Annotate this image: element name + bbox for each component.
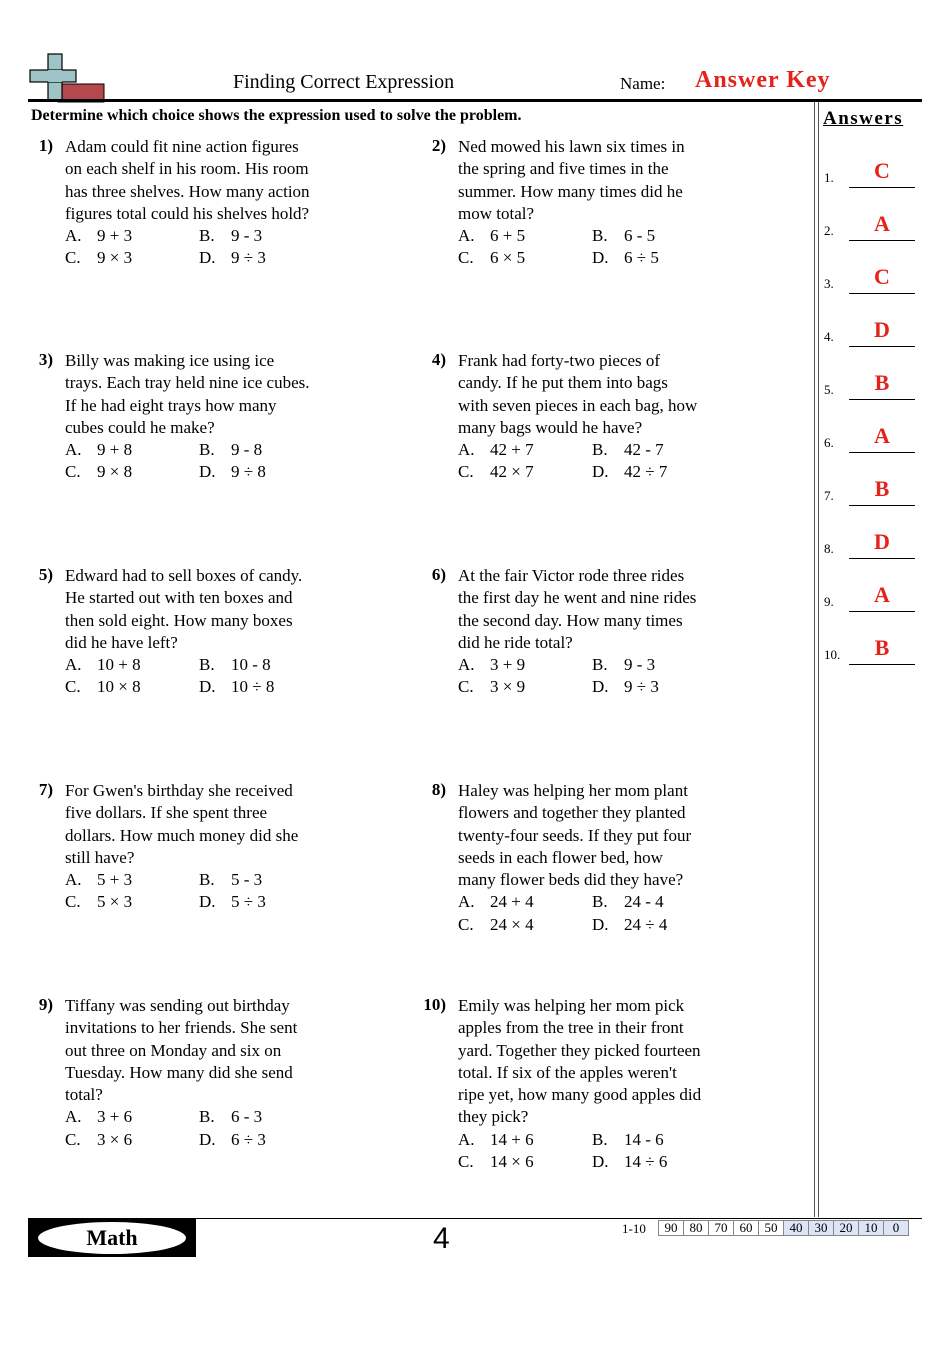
choice-letter: D. bbox=[199, 892, 216, 912]
problem-number: 3) bbox=[38, 350, 53, 369]
choice-list bbox=[65, 1106, 395, 1151]
answer-letter: B bbox=[874, 635, 890, 660]
question-line: trays. Each tray held nine ice cubes. bbox=[65, 373, 310, 393]
choice-expression: 5 + 3 bbox=[97, 870, 133, 890]
choice-letter: B. bbox=[592, 1129, 608, 1149]
choice-list bbox=[458, 891, 788, 936]
question-line: Haley was helping her mom plant bbox=[458, 781, 688, 800]
question-line: did he ride total? bbox=[458, 632, 573, 652]
choice-option bbox=[65, 461, 199, 483]
problem-4 bbox=[458, 350, 788, 484]
question-line: the second day. How many times bbox=[458, 610, 683, 630]
choice-expression: 24 + 4 bbox=[490, 892, 534, 912]
problem-8 bbox=[458, 780, 788, 936]
choice-letter: B. bbox=[592, 226, 608, 246]
answer-number: 10. bbox=[824, 647, 841, 662]
choice-option bbox=[199, 654, 329, 676]
worksheet-logo bbox=[28, 52, 106, 104]
choice-expression: 6 - 5 bbox=[624, 226, 656, 246]
question-line: total? bbox=[65, 1085, 103, 1105]
question-line: yard. Together they picked fourteen bbox=[458, 1040, 701, 1060]
answer-number: 2. bbox=[824, 223, 834, 238]
answer-letter: A bbox=[874, 582, 890, 607]
choice-option bbox=[592, 914, 722, 936]
problem-number: 7) bbox=[38, 780, 53, 799]
score-cell: 90 bbox=[659, 1221, 684, 1236]
question-line: seeds in each flower bed, how bbox=[458, 847, 663, 867]
choice-option bbox=[458, 1129, 592, 1151]
question-line: Tuesday. How many did she send bbox=[65, 1062, 293, 1082]
question-line: twenty-four seeds. If they put four bbox=[458, 825, 692, 845]
choice-letter: C. bbox=[458, 677, 474, 697]
choice-expression: 6 + 5 bbox=[490, 226, 526, 246]
score-cell: 20 bbox=[834, 1221, 859, 1236]
choice-option bbox=[458, 461, 592, 483]
choice-expression: 42 ÷ 7 bbox=[624, 462, 668, 482]
choice-expression: 9 - 3 bbox=[231, 226, 263, 246]
choice-expression: 5 ÷ 3 bbox=[231, 892, 266, 912]
choice-letter: A. bbox=[458, 440, 475, 460]
problem-number: 5) bbox=[38, 565, 53, 584]
question-line: did he have left? bbox=[65, 632, 178, 652]
choice-expression: 14 × 6 bbox=[490, 1152, 534, 1172]
problem-number: 1) bbox=[38, 136, 53, 155]
choice-expression: 14 - 6 bbox=[624, 1129, 664, 1149]
choice-option bbox=[458, 1151, 592, 1173]
worksheet-title: Finding Correct Expression bbox=[233, 71, 455, 93]
answer-row-1 bbox=[824, 148, 916, 188]
answer-row-2 bbox=[824, 201, 916, 241]
choice-letter: D. bbox=[592, 248, 609, 268]
answer-row-6 bbox=[824, 413, 916, 453]
subject-label: Math bbox=[38, 1222, 186, 1254]
choice-letter: D. bbox=[199, 677, 216, 697]
answers-column-divider bbox=[814, 102, 815, 1217]
instructions: Determine which choice shows the expression used to solve the problem. bbox=[31, 107, 522, 124]
choice-expression: 10 ÷ 8 bbox=[231, 677, 275, 697]
score-cell: 0 bbox=[884, 1221, 909, 1236]
question-line: ripe yet, how many good apples did bbox=[458, 1085, 702, 1105]
choice-expression: 6 × 5 bbox=[490, 248, 526, 268]
choice-option bbox=[199, 1129, 329, 1151]
score-cell: 60 bbox=[734, 1221, 759, 1236]
choice-option bbox=[592, 676, 722, 698]
question-line: For Gwen's birthday she received bbox=[65, 781, 293, 800]
choice-expression: 14 ÷ 6 bbox=[624, 1152, 668, 1172]
question-line: Frank had forty-two pieces of bbox=[458, 351, 661, 370]
choice-option bbox=[458, 891, 592, 913]
name-label: Name: bbox=[620, 74, 666, 93]
choice-option bbox=[65, 654, 199, 676]
choice-letter: A. bbox=[65, 870, 82, 890]
choice-expression: 3 + 9 bbox=[490, 655, 526, 675]
choice-expression: 24 - 4 bbox=[624, 892, 664, 912]
choice-option bbox=[458, 654, 592, 676]
choice-expression: 9 × 8 bbox=[97, 462, 133, 482]
choice-option bbox=[592, 225, 722, 247]
answer-letter: B bbox=[874, 476, 890, 501]
choice-option bbox=[65, 1106, 199, 1128]
score-table bbox=[658, 1220, 909, 1236]
problem-1 bbox=[65, 136, 395, 270]
choice-list bbox=[65, 439, 395, 484]
question-line: He started out with ten boxes and bbox=[65, 588, 293, 608]
question-line: five dollars. If she spent three bbox=[65, 803, 268, 823]
answer-blank-line bbox=[849, 505, 915, 506]
score-cell: 50 bbox=[759, 1221, 784, 1236]
choice-list bbox=[65, 654, 395, 699]
answers-column-divider bbox=[818, 102, 819, 1217]
question-line: mow total? bbox=[458, 203, 535, 223]
choice-letter: C. bbox=[458, 914, 474, 934]
choice-expression: 6 - 3 bbox=[231, 1107, 263, 1127]
answer-row-3 bbox=[824, 254, 916, 294]
choice-option bbox=[65, 247, 199, 269]
choice-option bbox=[458, 676, 592, 698]
problem-2 bbox=[458, 136, 788, 270]
choice-expression: 24 × 4 bbox=[490, 914, 534, 934]
choice-expression: 3 + 6 bbox=[97, 1107, 133, 1127]
choice-option bbox=[592, 439, 722, 461]
choice-expression: 5 × 3 bbox=[97, 892, 133, 912]
choice-list bbox=[458, 225, 788, 270]
choice-letter: A. bbox=[65, 440, 82, 460]
answer-number: 9. bbox=[824, 594, 834, 609]
choice-letter: B. bbox=[592, 892, 608, 912]
question-line: Billy was making ice using ice bbox=[65, 351, 275, 370]
choice-option bbox=[199, 247, 329, 269]
question-line: still have? bbox=[65, 847, 135, 867]
question-line: total. If six of the apples weren't bbox=[458, 1062, 677, 1082]
choice-letter: B. bbox=[199, 870, 215, 890]
choice-option bbox=[65, 225, 199, 247]
choice-option bbox=[65, 676, 199, 698]
choice-option bbox=[458, 225, 592, 247]
choice-list bbox=[65, 869, 395, 914]
answer-letter: B bbox=[874, 370, 890, 395]
answer-row-8 bbox=[824, 519, 916, 559]
question-line: with seven pieces in each bag, how bbox=[458, 395, 698, 415]
choice-letter: D. bbox=[199, 1129, 216, 1149]
answer-blank-line bbox=[849, 664, 915, 665]
choice-option bbox=[199, 439, 329, 461]
score-cell: 30 bbox=[809, 1221, 834, 1236]
question-line: candy. If he put them into bags bbox=[458, 373, 668, 393]
answer-row-9 bbox=[824, 572, 916, 612]
choice-letter: B. bbox=[199, 226, 215, 246]
score-range-label: 1-10 bbox=[622, 1221, 646, 1236]
question-line: they pick? bbox=[458, 1107, 529, 1127]
choice-letter: D. bbox=[592, 462, 609, 482]
choice-expression: 9 ÷ 8 bbox=[231, 462, 266, 482]
answer-letter: D bbox=[874, 317, 890, 342]
choice-expression: 14 + 6 bbox=[490, 1129, 534, 1149]
question-line: Edward had to sell boxes of candy. bbox=[65, 566, 303, 585]
page-number: 4 bbox=[433, 1222, 450, 1255]
choice-expression: 9 × 3 bbox=[97, 248, 133, 268]
choice-letter: C. bbox=[65, 1129, 81, 1149]
choice-option bbox=[65, 891, 199, 913]
choice-expression: 9 ÷ 3 bbox=[231, 248, 266, 268]
choice-letter: A. bbox=[65, 1107, 82, 1127]
question-line: If he had eight trays how many bbox=[65, 395, 277, 415]
problem-number: 9) bbox=[38, 995, 53, 1014]
answer-row-5 bbox=[824, 360, 916, 400]
answer-key-label: Answer Key bbox=[695, 67, 831, 93]
answer-letter: C bbox=[874, 158, 890, 183]
problem-number: 4) bbox=[431, 350, 446, 369]
score-cell: 40 bbox=[784, 1221, 809, 1236]
answer-number: 4. bbox=[824, 329, 834, 344]
choice-letter: D. bbox=[592, 677, 609, 697]
choice-option bbox=[199, 225, 329, 247]
question-line: invitations to her friends. She sent bbox=[65, 1018, 298, 1038]
choice-option bbox=[65, 439, 199, 461]
problem-10 bbox=[458, 995, 788, 1173]
choice-letter: D. bbox=[199, 248, 216, 268]
choice-letter: D. bbox=[199, 462, 216, 482]
choice-list bbox=[65, 225, 395, 270]
choice-list bbox=[458, 654, 788, 699]
choice-expression: 9 + 8 bbox=[97, 440, 133, 460]
choice-letter: A. bbox=[458, 655, 475, 675]
choice-letter: A. bbox=[458, 1129, 475, 1149]
choice-option bbox=[199, 1106, 329, 1128]
choice-expression: 42 × 7 bbox=[490, 462, 534, 482]
question-line: figures total could his shelves hold? bbox=[65, 203, 310, 223]
question-line: Ned mowed his lawn six times in bbox=[458, 137, 685, 156]
choice-expression: 9 - 3 bbox=[624, 655, 656, 675]
answer-number: 5. bbox=[824, 382, 834, 397]
answer-row-7 bbox=[824, 466, 916, 506]
problem-6 bbox=[458, 565, 788, 699]
answer-blank-line bbox=[849, 399, 915, 400]
choice-option bbox=[592, 247, 722, 269]
choice-letter: C. bbox=[458, 1152, 474, 1172]
problem-7 bbox=[65, 780, 395, 914]
answer-letter: A bbox=[874, 423, 890, 448]
answer-number: 8. bbox=[824, 541, 834, 556]
choice-letter: D. bbox=[592, 914, 609, 934]
problem-3 bbox=[65, 350, 395, 484]
choice-option bbox=[458, 439, 592, 461]
question-line: Tiffany was sending out birthday bbox=[65, 996, 290, 1015]
answer-blank-line bbox=[849, 346, 915, 347]
problem-5 bbox=[65, 565, 395, 699]
choice-letter: C. bbox=[65, 462, 81, 482]
problem-number: 8) bbox=[431, 780, 446, 799]
answer-letter: C bbox=[874, 264, 890, 289]
choice-option bbox=[199, 891, 329, 913]
choice-list bbox=[458, 1129, 788, 1174]
question-line: dollars. How much money did she bbox=[65, 825, 299, 845]
question-line: on each shelf in his room. His room bbox=[65, 159, 309, 179]
question-line: many flower beds did they have? bbox=[458, 870, 684, 890]
question-line: flowers and together they planted bbox=[458, 803, 686, 823]
choice-option bbox=[458, 914, 592, 936]
choice-option bbox=[592, 1151, 722, 1173]
question-line: Adam could fit nine action figures bbox=[65, 137, 299, 156]
problem-9 bbox=[65, 995, 395, 1151]
choice-option bbox=[458, 247, 592, 269]
answer-blank-line bbox=[849, 611, 915, 612]
choice-letter: C. bbox=[65, 677, 81, 697]
question-line: the spring and five times in the bbox=[458, 159, 669, 179]
question-line: out three on Monday and six on bbox=[65, 1040, 282, 1060]
question-line: summer. How many times did he bbox=[458, 181, 683, 201]
choice-letter: D. bbox=[592, 1152, 609, 1172]
choice-expression: 6 ÷ 5 bbox=[624, 248, 659, 268]
answer-letter: D bbox=[874, 529, 890, 554]
choice-letter: B. bbox=[199, 655, 215, 675]
question-line: has three shelves. How many action bbox=[65, 181, 310, 201]
choice-expression: 42 + 7 bbox=[490, 440, 534, 460]
answer-blank-line bbox=[849, 293, 915, 294]
score-cell: 70 bbox=[709, 1221, 734, 1236]
question-line: At the fair Victor rode three rides bbox=[458, 566, 685, 585]
problem-number: 6) bbox=[431, 565, 446, 584]
choice-letter: A. bbox=[65, 655, 82, 675]
answer-row-4 bbox=[824, 307, 916, 347]
choice-expression: 5 - 3 bbox=[231, 870, 263, 890]
question-line: cubes could he make? bbox=[65, 417, 215, 437]
choice-expression: 6 ÷ 3 bbox=[231, 1129, 266, 1149]
choice-option bbox=[592, 891, 722, 913]
choice-option bbox=[199, 869, 329, 891]
choice-letter: B. bbox=[592, 655, 608, 675]
choice-list bbox=[458, 439, 788, 484]
answers-heading: Answers bbox=[823, 108, 904, 129]
question-line: the first day he went and nine rides bbox=[458, 588, 697, 608]
choice-expression: 9 - 8 bbox=[231, 440, 263, 460]
choice-expression: 9 ÷ 3 bbox=[624, 677, 659, 697]
choice-letter: C. bbox=[65, 892, 81, 912]
question-line: many bags would he have? bbox=[458, 417, 643, 437]
problem-number: 10) bbox=[423, 995, 446, 1014]
choice-letter: C. bbox=[458, 248, 474, 268]
answer-blank-line bbox=[849, 452, 915, 453]
choice-letter: A. bbox=[65, 226, 82, 246]
answer-blank-line bbox=[849, 558, 915, 559]
question-line: Emily was helping her mom pick bbox=[458, 996, 685, 1015]
choice-letter: A. bbox=[458, 892, 475, 912]
choice-letter: B. bbox=[199, 1107, 215, 1127]
answer-number: 1. bbox=[824, 170, 834, 185]
choice-letter: B. bbox=[199, 440, 215, 460]
choice-expression: 24 ÷ 4 bbox=[624, 914, 668, 934]
choice-expression: 3 × 9 bbox=[490, 677, 526, 697]
choice-expression: 10 × 8 bbox=[97, 677, 141, 697]
choice-expression: 9 + 3 bbox=[97, 226, 133, 246]
score-cell: 80 bbox=[684, 1221, 709, 1236]
choice-option bbox=[199, 676, 329, 698]
choice-expression: 3 × 6 bbox=[97, 1129, 133, 1149]
choice-option bbox=[592, 1129, 722, 1151]
answer-letter: A bbox=[874, 211, 890, 236]
score-cell: 10 bbox=[859, 1221, 884, 1236]
answer-blank-line bbox=[849, 240, 915, 241]
choice-option bbox=[592, 654, 722, 676]
choice-option bbox=[65, 1129, 199, 1151]
answer-number: 6. bbox=[824, 435, 834, 450]
header-divider bbox=[28, 99, 922, 102]
choice-option bbox=[65, 869, 199, 891]
answer-number: 3. bbox=[824, 276, 834, 291]
answer-blank-line bbox=[849, 187, 915, 188]
choice-letter: C. bbox=[458, 462, 474, 482]
question-line: then sold eight. How many boxes bbox=[65, 610, 293, 630]
choice-letter: B. bbox=[592, 440, 608, 460]
choice-letter: A. bbox=[458, 226, 475, 246]
answer-number: 7. bbox=[824, 488, 834, 503]
choice-expression: 10 - 8 bbox=[231, 655, 271, 675]
question-line: apples from the tree in their front bbox=[458, 1018, 684, 1038]
choice-expression: 42 - 7 bbox=[624, 440, 664, 460]
choice-option bbox=[592, 461, 722, 483]
choice-option bbox=[199, 461, 329, 483]
answer-row-10 bbox=[824, 625, 916, 665]
choice-expression: 10 + 8 bbox=[97, 655, 141, 675]
choice-letter: C. bbox=[65, 248, 81, 268]
problem-number: 2) bbox=[431, 136, 446, 155]
